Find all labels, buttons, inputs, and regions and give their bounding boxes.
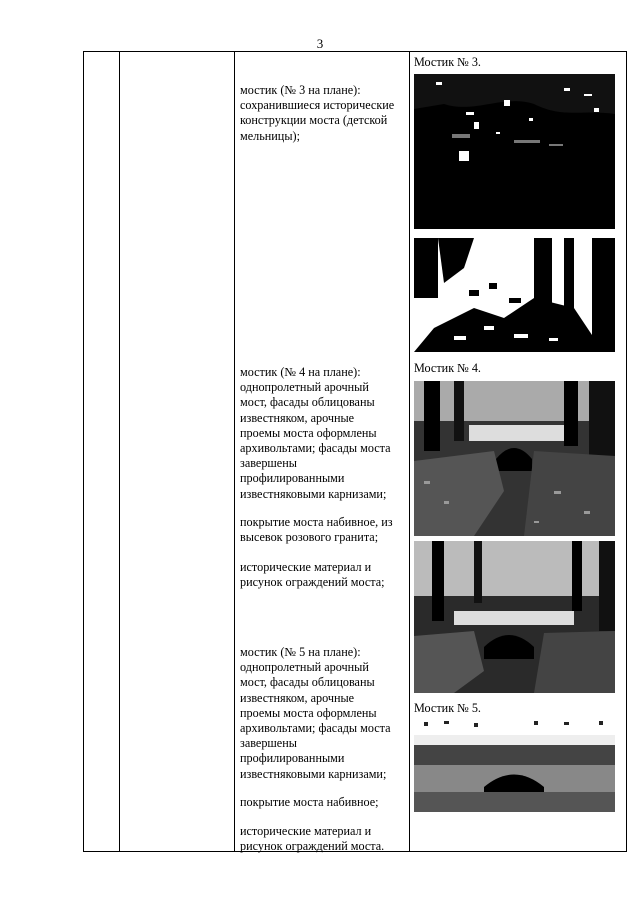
page-number: 3	[316, 36, 324, 51]
bridge-4-description: мостик (№ 4 на плане): однопролетный арочный мост, фасады облицованы известняком, арочные проемы моста оформлены архивольтами; фасады моста завершены профилированными известняковыми карнизами;	[240, 365, 391, 501]
bridge-3-photo-2	[414, 238, 615, 352]
bridge-3-photo-1	[414, 74, 615, 229]
bridge-4-photo-2	[414, 541, 615, 693]
bridge-5-description: мостик (№ 5 на плане): однопролетный арочный мост, фасады облицованы известняком, арочные проемы моста оформлены архивольтами; фасады моста завершены профилированными известняковыми карнизами;	[240, 645, 391, 781]
bridge-5-railing: исторические материал и рисунок ограждений моста.	[240, 824, 385, 854]
bridge-3-description: мостик (№ 3 на плане): сохранившиеся исторические конструкции моста (детской мельницы);	[240, 83, 395, 143]
column-divider-2	[234, 52, 235, 851]
bridge-3-caption: Мостик № 3.	[414, 55, 481, 69]
bridge-5-caption: Мостик № 5.	[414, 701, 481, 715]
bridge-5-photo	[414, 717, 615, 812]
column-divider-1	[119, 52, 120, 851]
bridge-4-photo-1	[414, 381, 615, 536]
bridge-4-caption: Мостик № 4.	[414, 361, 481, 375]
bridge-4-railing: исторические материал и рисунок ограждений моста;	[240, 560, 385, 590]
bridge-4-surface: покрытие моста набивное, из высевок розового гранита;	[240, 515, 393, 545]
bridge-5-surface: покрытие моста набивное;	[240, 795, 379, 809]
